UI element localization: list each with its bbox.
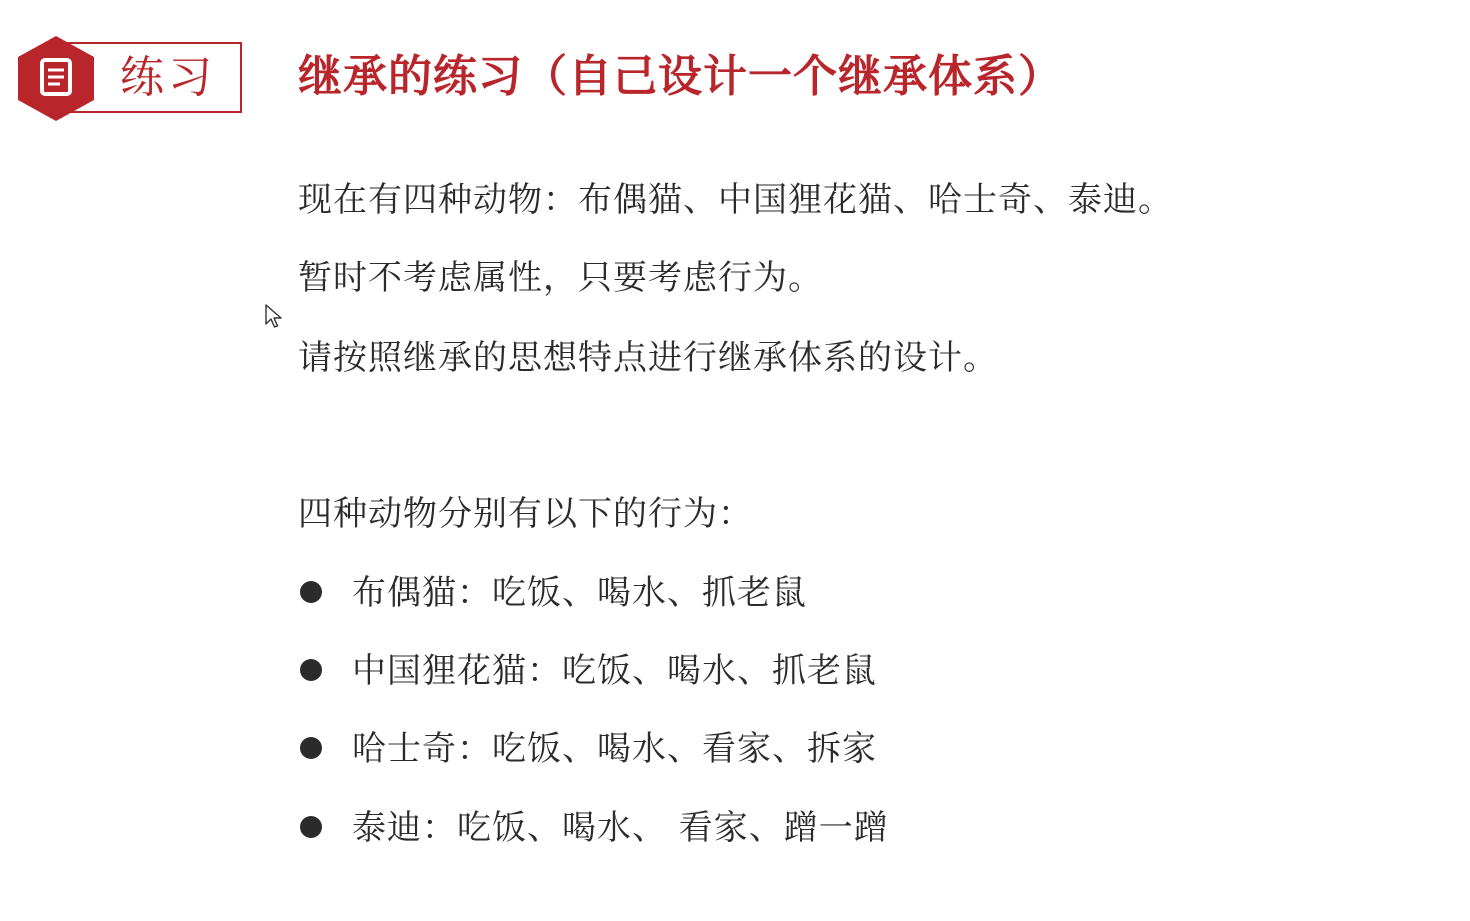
list-item-text: 布偶猫：吃饭、喝水、抓老鼠 xyxy=(352,573,807,613)
bullet-icon xyxy=(300,737,322,759)
badge-label: 练习 xyxy=(120,52,216,103)
bullet-icon xyxy=(300,816,322,838)
mouse-cursor-icon xyxy=(265,304,283,330)
page-title: 继承的练习（自己设计一个继承体系） xyxy=(298,51,1063,102)
list-item-text: 泰迪：吃饭、喝水、 看家、蹭一蹭 xyxy=(352,808,889,848)
intro-line-3: 请按照继承的思想特点进行继承体系的设计。 xyxy=(298,338,998,378)
bullet-icon xyxy=(300,581,322,603)
intro-line-2: 暂时不考虑属性，只要考虑行为。 xyxy=(298,258,823,298)
intro-line-1: 现在有四种动物：布偶猫、中国狸花猫、哈士奇、泰迪。 xyxy=(298,180,1173,220)
behaviors-heading: 四种动物分别有以下的行为： xyxy=(298,494,753,534)
section-badge xyxy=(16,34,246,122)
list-item-text: 中国狸花猫：吃饭、喝水、抓老鼠 xyxy=(352,651,877,691)
bullet-icon xyxy=(300,659,322,681)
list-item-text: 哈士奇：吃饭、喝水、看家、拆家 xyxy=(352,729,877,769)
document-icon xyxy=(16,34,96,122)
